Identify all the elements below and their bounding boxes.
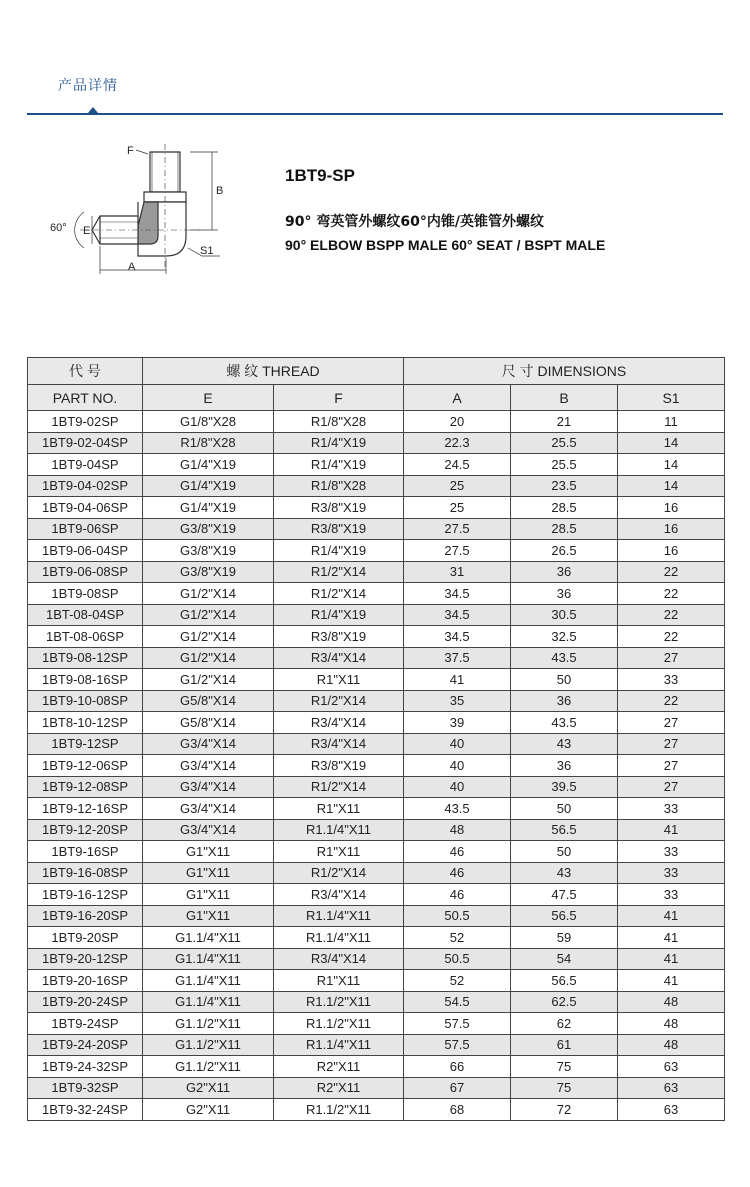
- cell-dim-s1: 33: [618, 669, 725, 691]
- cell-dim-b: 43: [511, 862, 618, 884]
- cell-dim-s1: 41: [618, 819, 725, 841]
- table-row: [28, 712, 725, 734]
- table-row: [28, 733, 725, 755]
- cell-thread-e: G1/2"X14: [143, 647, 274, 669]
- table-row: [28, 1056, 725, 1078]
- label-s1: S1: [200, 245, 214, 257]
- table-row: [28, 411, 725, 433]
- cell-thread-e: G3/4"X14: [143, 776, 274, 798]
- cell-thread-e: G1/2"X14: [143, 583, 274, 605]
- cell-dim-a: 22.3: [404, 432, 511, 454]
- cell-dim-a: 46: [404, 884, 511, 906]
- cell-part-no: 1BT9-16-08SP: [28, 862, 143, 884]
- cell-dim-s1: 41: [618, 948, 725, 970]
- cell-dim-a: 34.5: [404, 604, 511, 626]
- header-a: A: [404, 385, 511, 411]
- cell-dim-b: 72: [511, 1099, 618, 1121]
- cell-dim-s1: 41: [618, 970, 725, 992]
- cell-thread-e: G1.1/4"X11: [143, 927, 274, 949]
- table-row: [28, 755, 725, 777]
- cell-dim-a: 25: [404, 475, 511, 497]
- table-row: [28, 1034, 725, 1056]
- cell-dim-a: 50.5: [404, 948, 511, 970]
- cell-dim-s1: 16: [618, 518, 725, 540]
- cell-part-no: 1BT9-10-08SP: [28, 690, 143, 712]
- cell-dim-s1: 16: [618, 497, 725, 519]
- label-f: F: [127, 145, 134, 157]
- cell-part-no: 1BT9-04-02SP: [28, 475, 143, 497]
- cell-thread-f: R1.1/2"X11: [274, 1013, 404, 1035]
- cell-part-no: 1BT9-20-12SP: [28, 948, 143, 970]
- table-row: [28, 776, 725, 798]
- label-angle: 60°: [50, 222, 67, 234]
- cell-dim-s1: 27: [618, 776, 725, 798]
- cell-part-no: 1BT9-12-20SP: [28, 819, 143, 841]
- cell-dim-b: 56.5: [511, 905, 618, 927]
- cell-part-no: 1BT9-12-08SP: [28, 776, 143, 798]
- cell-thread-e: G1/2"X14: [143, 626, 274, 648]
- table-row: [28, 561, 725, 583]
- cell-thread-f: R1/2"X14: [274, 583, 404, 605]
- cell-dim-a: 54.5: [404, 991, 511, 1013]
- cell-dim-b: 25.5: [511, 432, 618, 454]
- cell-part-no: 1BT9-08-16SP: [28, 669, 143, 691]
- cell-part-no: 1BT-08-06SP: [28, 626, 143, 648]
- cell-thread-e: G1"X11: [143, 862, 274, 884]
- table-row: [28, 798, 725, 820]
- table-row: [28, 604, 725, 626]
- cell-dim-a: 20: [404, 411, 511, 433]
- cell-thread-f: R1/2"X14: [274, 561, 404, 583]
- cell-thread-f: R2"X11: [274, 1077, 404, 1099]
- cell-dim-s1: 14: [618, 454, 725, 476]
- cell-dim-a: 43.5: [404, 798, 511, 820]
- cell-dim-s1: 41: [618, 905, 725, 927]
- cell-dim-b: 56.5: [511, 970, 618, 992]
- cell-part-no: 1BT9-04SP: [28, 454, 143, 476]
- tab-product-details[interactable]: 产品详情: [58, 78, 118, 94]
- cell-thread-f: R1"X11: [274, 970, 404, 992]
- label-b: B: [216, 185, 224, 197]
- cell-part-no: 1BT9-24SP: [28, 1013, 143, 1035]
- cell-thread-e: G3/8"X19: [143, 561, 274, 583]
- cell-dim-s1: 33: [618, 884, 725, 906]
- table-row: [28, 647, 725, 669]
- cell-dim-a: 27.5: [404, 540, 511, 562]
- cell-dim-s1: 33: [618, 862, 725, 884]
- cell-thread-e: G1.1/2"X11: [143, 1056, 274, 1078]
- cell-thread-e: G1/8"X28: [143, 411, 274, 433]
- cell-part-no: 1BT8-10-12SP: [28, 712, 143, 734]
- cell-part-no: 1BT9-06-08SP: [28, 561, 143, 583]
- cell-thread-f: R1.1/4"X11: [274, 905, 404, 927]
- cell-thread-e: G1/4"X19: [143, 497, 274, 519]
- cell-dim-a: 67: [404, 1077, 511, 1099]
- cell-dim-b: 36: [511, 583, 618, 605]
- cell-part-no: 1BT9-16-20SP: [28, 905, 143, 927]
- table-row: [28, 690, 725, 712]
- cell-thread-f: R3/8"X19: [274, 518, 404, 540]
- cell-thread-e: G5/8"X14: [143, 690, 274, 712]
- cell-thread-e: G1.1/4"X11: [143, 948, 274, 970]
- cell-dim-b: 36: [511, 690, 618, 712]
- cell-dim-b: 43.5: [511, 712, 618, 734]
- cell-dim-s1: 27: [618, 712, 725, 734]
- cell-dim-a: 46: [404, 841, 511, 863]
- cell-thread-f: R1/4"X19: [274, 540, 404, 562]
- cell-part-no: 1BT9-20SP: [28, 927, 143, 949]
- cell-thread-f: R3/4"X14: [274, 733, 404, 755]
- cell-thread-f: R3/8"X19: [274, 755, 404, 777]
- table-row: [28, 626, 725, 648]
- cell-dim-b: 28.5: [511, 497, 618, 519]
- cell-dim-b: 47.5: [511, 884, 618, 906]
- cell-dim-s1: 63: [618, 1099, 725, 1121]
- cell-thread-e: G1/4"X19: [143, 454, 274, 476]
- cell-dim-a: 50.5: [404, 905, 511, 927]
- product-description-en: 90° ELBOW BSPP MALE 60° SEAT / BSPT MALE: [285, 237, 606, 253]
- cell-thread-e: G3/4"X14: [143, 755, 274, 777]
- cell-dim-a: 66: [404, 1056, 511, 1078]
- cell-thread-f: R1.1/2"X11: [274, 991, 404, 1013]
- cell-dim-s1: 33: [618, 798, 725, 820]
- cell-dim-b: 26.5: [511, 540, 618, 562]
- cell-thread-f: R3/4"X14: [274, 884, 404, 906]
- cell-dim-b: 54: [511, 948, 618, 970]
- cell-dim-b: 61: [511, 1034, 618, 1056]
- cell-thread-f: R1/2"X14: [274, 690, 404, 712]
- cell-dim-a: 24.5: [404, 454, 511, 476]
- cell-part-no: 1BT9-16SP: [28, 841, 143, 863]
- cell-thread-f: R1/4"X19: [274, 432, 404, 454]
- cell-dim-b: 56.5: [511, 819, 618, 841]
- header-thread: 螺 纹 THREAD: [143, 358, 404, 385]
- cell-dim-a: 68: [404, 1099, 511, 1121]
- table-row: [28, 540, 725, 562]
- cell-dim-a: 46: [404, 862, 511, 884]
- cell-dim-b: 75: [511, 1077, 618, 1099]
- cell-thread-e: G3/8"X19: [143, 540, 274, 562]
- cell-thread-e: R1/8"X28: [143, 432, 274, 454]
- cell-thread-e: G1.1/4"X11: [143, 970, 274, 992]
- cell-thread-f: R1/8"X28: [274, 475, 404, 497]
- cell-part-no: 1BT9-12-06SP: [28, 755, 143, 777]
- cell-dim-a: 40: [404, 776, 511, 798]
- cell-thread-f: R3/8"X19: [274, 626, 404, 648]
- cell-thread-f: R1.1/4"X11: [274, 1034, 404, 1056]
- table-row: [28, 970, 725, 992]
- cell-dim-b: 62: [511, 1013, 618, 1035]
- cell-dim-s1: 16: [618, 540, 725, 562]
- cell-thread-e: G1/4"X19: [143, 475, 274, 497]
- table-row: [28, 432, 725, 454]
- table-row: [28, 948, 725, 970]
- cell-dim-b: 39.5: [511, 776, 618, 798]
- cell-dim-s1: 48: [618, 1013, 725, 1035]
- cell-part-no: 1BT9-06SP: [28, 518, 143, 540]
- cell-part-no: 1BT9-08-12SP: [28, 647, 143, 669]
- cell-dim-b: 23.5: [511, 475, 618, 497]
- cell-dim-b: 50: [511, 841, 618, 863]
- cell-thread-f: R1"X11: [274, 841, 404, 863]
- cell-thread-f: R1.1/2"X11: [274, 1099, 404, 1121]
- cell-dim-s1: 27: [618, 755, 725, 777]
- cell-thread-e: G1/2"X14: [143, 669, 274, 691]
- product-description-cn: 90° 弯英管外螺纹60°内锥/英锥管外螺纹: [285, 214, 544, 230]
- cell-thread-e: G1/2"X14: [143, 604, 274, 626]
- cell-thread-f: R1/2"X14: [274, 862, 404, 884]
- cell-part-no: 1BT9-24-32SP: [28, 1056, 143, 1078]
- header-e: E: [143, 385, 274, 411]
- cell-thread-e: G1.1/2"X11: [143, 1013, 274, 1035]
- cell-dim-s1: 14: [618, 475, 725, 497]
- cell-part-no: 1BT9-06-04SP: [28, 540, 143, 562]
- cell-dim-a: 34.5: [404, 583, 511, 605]
- cell-thread-e: G3/8"X19: [143, 518, 274, 540]
- table-row: [28, 862, 725, 884]
- cell-thread-e: G2"X11: [143, 1099, 274, 1121]
- table-row: [28, 1013, 725, 1035]
- cell-thread-e: G3/4"X14: [143, 819, 274, 841]
- product-title-block: [285, 166, 605, 253]
- cell-part-no: 1BT9-02-04SP: [28, 432, 143, 454]
- cell-dim-a: 52: [404, 970, 511, 992]
- table-row: [28, 927, 725, 949]
- cell-dim-b: 28.5: [511, 518, 618, 540]
- cell-dim-a: 27.5: [404, 518, 511, 540]
- detail-tab-bar: [27, 0, 723, 116]
- header-part-no-en: PART NO.: [28, 385, 143, 411]
- cell-dim-b: 36: [511, 561, 618, 583]
- table-row: [28, 991, 725, 1013]
- table-row: [28, 1099, 725, 1121]
- cell-thread-f: R2"X11: [274, 1056, 404, 1078]
- table-row: [28, 884, 725, 906]
- cell-thread-e: G5/8"X14: [143, 712, 274, 734]
- header-s1: S1: [618, 385, 725, 411]
- table-row: [28, 497, 725, 519]
- cell-thread-f: R3/8"X19: [274, 497, 404, 519]
- header-dimensions: 尺 寸 DIMENSIONS: [404, 358, 725, 385]
- table-row: [28, 518, 725, 540]
- cell-thread-e: G1"X11: [143, 841, 274, 863]
- cell-dim-a: 41: [404, 669, 511, 691]
- cell-dim-s1: 22: [618, 604, 725, 626]
- cell-part-no: 1BT9-12-16SP: [28, 798, 143, 820]
- cell-thread-f: R1"X11: [274, 798, 404, 820]
- cell-part-no: 1BT9-32-24SP: [28, 1099, 143, 1121]
- cell-dim-b: 25.5: [511, 454, 618, 476]
- cell-thread-f: R1.1/4"X11: [274, 927, 404, 949]
- cell-dim-b: 62.5: [511, 991, 618, 1013]
- cell-thread-f: R1/8"X28: [274, 411, 404, 433]
- cell-dim-a: 48: [404, 819, 511, 841]
- cell-dim-s1: 22: [618, 583, 725, 605]
- cell-part-no: 1BT9-08SP: [28, 583, 143, 605]
- cell-dim-b: 43: [511, 733, 618, 755]
- cell-dim-a: 39: [404, 712, 511, 734]
- cell-dim-b: 43.5: [511, 647, 618, 669]
- cell-part-no: 1BT9-12SP: [28, 733, 143, 755]
- cell-thread-e: G1"X11: [143, 905, 274, 927]
- cell-dim-a: 57.5: [404, 1013, 511, 1035]
- tab-underline: [27, 113, 723, 115]
- cell-dim-a: 57.5: [404, 1034, 511, 1056]
- cell-dim-s1: 27: [618, 733, 725, 755]
- cell-dim-s1: 63: [618, 1056, 725, 1078]
- tab-caret-icon: [88, 107, 98, 113]
- cell-dim-s1: 48: [618, 1034, 725, 1056]
- header-part-no-cn: 代 号: [28, 358, 143, 385]
- cell-thread-f: R1.1/4"X11: [274, 819, 404, 841]
- cell-part-no: 1BT-08-04SP: [28, 604, 143, 626]
- cell-dim-s1: 63: [618, 1077, 725, 1099]
- label-a: A: [128, 261, 136, 273]
- cell-dim-s1: 22: [618, 690, 725, 712]
- table-row: [28, 475, 725, 497]
- cell-dim-a: 31: [404, 561, 511, 583]
- cell-dim-s1: 22: [618, 561, 725, 583]
- cell-part-no: 1BT9-24-20SP: [28, 1034, 143, 1056]
- cell-dim-a: 40: [404, 755, 511, 777]
- table-row: [28, 819, 725, 841]
- table-row: [28, 583, 725, 605]
- cell-thread-f: R3/4"X14: [274, 948, 404, 970]
- cell-dim-a: 52: [404, 927, 511, 949]
- cell-dim-b: 32.5: [511, 626, 618, 648]
- table-row: [28, 669, 725, 691]
- cell-dim-b: 30.5: [511, 604, 618, 626]
- cell-thread-f: R3/4"X14: [274, 647, 404, 669]
- cell-dim-b: 59: [511, 927, 618, 949]
- table-row: [28, 454, 725, 476]
- cell-thread-e: G3/4"X14: [143, 733, 274, 755]
- cell-part-no: 1BT9-04-06SP: [28, 497, 143, 519]
- cell-thread-f: R1"X11: [274, 669, 404, 691]
- cell-dim-a: 37.5: [404, 647, 511, 669]
- cell-dim-b: 50: [511, 669, 618, 691]
- cell-dim-s1: 22: [618, 626, 725, 648]
- cell-part-no: 1BT9-20-24SP: [28, 991, 143, 1013]
- cell-dim-s1: 33: [618, 841, 725, 863]
- cell-thread-f: R1/4"X19: [274, 604, 404, 626]
- cell-dim-b: 36: [511, 755, 618, 777]
- cell-dim-s1: 27: [618, 647, 725, 669]
- table-row: [28, 905, 725, 927]
- product-code: 1BT9-SP: [285, 166, 355, 185]
- cell-thread-e: G1"X11: [143, 884, 274, 906]
- cell-dim-a: 35: [404, 690, 511, 712]
- cell-part-no: 1BT9-16-12SP: [28, 884, 143, 906]
- cell-dim-b: 21: [511, 411, 618, 433]
- cell-dim-a: 25: [404, 497, 511, 519]
- cell-dim-s1: 41: [618, 927, 725, 949]
- cell-thread-e: G1.1/4"X11: [143, 991, 274, 1013]
- table-row: [28, 1077, 725, 1099]
- cell-thread-f: R1/4"X19: [274, 454, 404, 476]
- cell-thread-e: G1.1/2"X11: [143, 1034, 274, 1056]
- cell-dim-b: 75: [511, 1056, 618, 1078]
- fitting-technical-drawing: [40, 140, 240, 280]
- spec-table: [27, 357, 725, 1121]
- cell-thread-f: R1/2"X14: [274, 776, 404, 798]
- cell-dim-a: 40: [404, 733, 511, 755]
- spec-table-body: [28, 411, 725, 1121]
- table-row: [28, 841, 725, 863]
- cell-part-no: 1BT9-02SP: [28, 411, 143, 433]
- cell-dim-s1: 48: [618, 991, 725, 1013]
- cell-part-no: 1BT9-20-16SP: [28, 970, 143, 992]
- cell-thread-e: G2"X11: [143, 1077, 274, 1099]
- header-f: F: [274, 385, 404, 411]
- cell-dim-b: 50: [511, 798, 618, 820]
- cell-dim-s1: 11: [618, 411, 725, 433]
- cell-dim-s1: 14: [618, 432, 725, 454]
- header-b: B: [511, 385, 618, 411]
- cell-thread-e: G3/4"X14: [143, 798, 274, 820]
- cell-part-no: 1BT9-32SP: [28, 1077, 143, 1099]
- cell-dim-a: 34.5: [404, 626, 511, 648]
- label-e: E: [83, 225, 91, 237]
- cell-thread-f: R3/4"X14: [274, 712, 404, 734]
